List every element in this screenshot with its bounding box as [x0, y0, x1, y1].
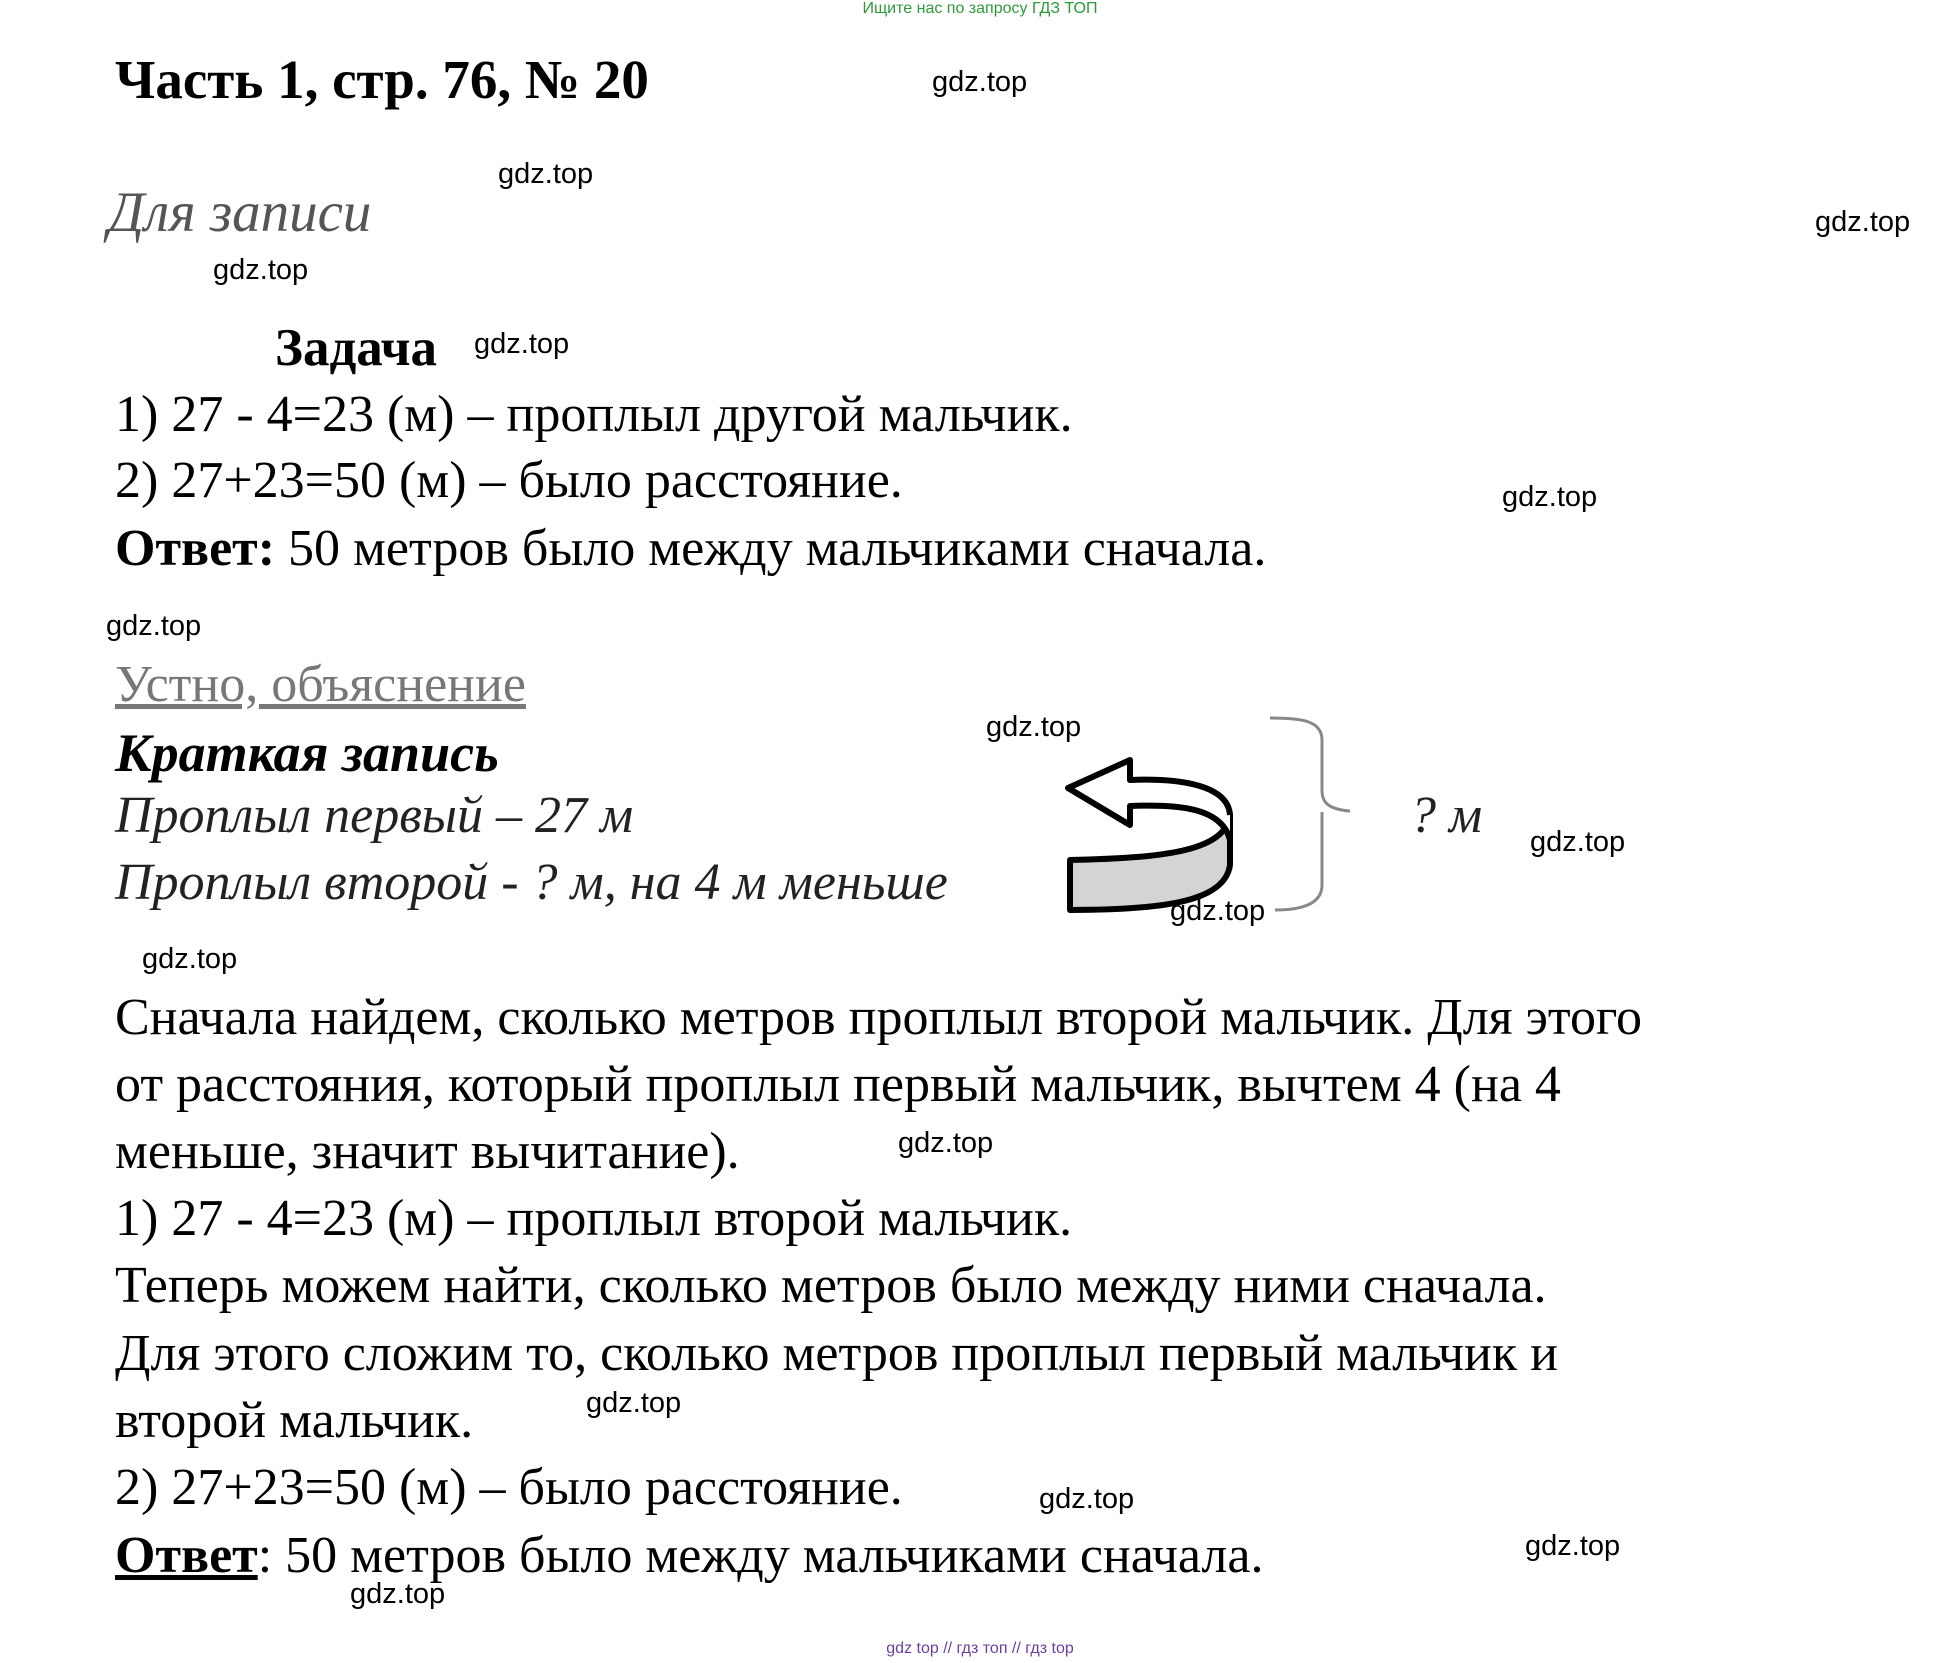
- written-step-2: 2) 27+23=50 (м) – было расстояние.: [115, 452, 903, 509]
- watermark: gdz.top: [1039, 1483, 1135, 1515]
- watermark: gdz.top: [986, 711, 1082, 743]
- explanation-p1-line-3: меньше, значит вычитание).: [115, 1123, 740, 1180]
- short-note-heading: Краткая запись: [115, 723, 499, 783]
- explanation-p1-line-2: от расстояния, который проплыл первый мальчик, вычтем 4 (на 4: [115, 1056, 1561, 1113]
- watermark: gdz.top: [1502, 481, 1598, 513]
- watermark: gdz.top: [898, 1127, 994, 1159]
- short-note-line-2: Проплыл второй - ? м, на 4 м меньше: [115, 854, 948, 911]
- answer-text: 50 метров было между мальчиками сначала.: [275, 520, 1267, 577]
- answer-text: : 50 метров было между мальчиками сначала.: [257, 1527, 1264, 1584]
- top-banner: Ищите нас по запросу ГДЗ ТОП: [862, 0, 1098, 17]
- watermark: gdz.top: [498, 158, 594, 190]
- total-label: ? м: [1410, 787, 1483, 844]
- watermark: gdz.top: [1530, 826, 1626, 858]
- watermark: gdz.top: [350, 1578, 446, 1610]
- watermark: gdz.top: [213, 254, 309, 286]
- answer-label: Ответ:: [115, 520, 276, 577]
- section-written-heading: Для записи: [108, 181, 372, 244]
- watermark: gdz.top: [142, 943, 238, 975]
- brace-icon: [1270, 718, 1350, 910]
- bottom-banner: gdz top // гдз топ // гдз top: [886, 1640, 1074, 1657]
- watermark: gdz.top: [106, 610, 202, 642]
- explanation-p2-line-3: второй мальчик.: [115, 1392, 474, 1449]
- section-oral-heading: Устно, объяснение: [115, 656, 526, 713]
- explanation-step-1: 1) 27 - 4=23 (м) – проплыл второй мальчик.: [115, 1190, 1073, 1247]
- explanation-step-2: 2) 27+23=50 (м) – было расстояние.: [115, 1459, 903, 1516]
- written-step-1: 1) 27 - 4=23 (м) – проплыл другой мальчик.: [115, 386, 1073, 443]
- short-note-line-1: Проплыл первый – 27 м: [115, 787, 634, 844]
- explanation-p2-line-2: Для этого сложим то, сколько метров проплыл первый мальчик и: [115, 1325, 1558, 1382]
- explanation-p1-line-1: Сначала найдем, сколько метров проплыл второй мальчик. Для этого: [115, 989, 1642, 1046]
- watermark: gdz.top: [474, 328, 570, 360]
- page-title: Часть 1, стр. 76, № 20: [115, 49, 649, 110]
- explanation-answer: [115, 1523, 1263, 1589]
- watermark: gdz.top: [586, 1387, 682, 1419]
- watermark: gdz.top: [1815, 206, 1911, 238]
- watermark: gdz.top: [932, 66, 1028, 98]
- arrow-head-icon: [1068, 760, 1230, 840]
- written-answer: [115, 516, 1266, 582]
- watermark: gdz.top: [1170, 895, 1266, 927]
- watermark: gdz.top: [1525, 1530, 1621, 1562]
- answer-label: Ответ: [115, 1527, 258, 1584]
- explanation-p2-line-1: Теперь можем найти, сколько метров было между ними сначала.: [115, 1257, 1547, 1314]
- task-heading: Задача: [275, 319, 438, 377]
